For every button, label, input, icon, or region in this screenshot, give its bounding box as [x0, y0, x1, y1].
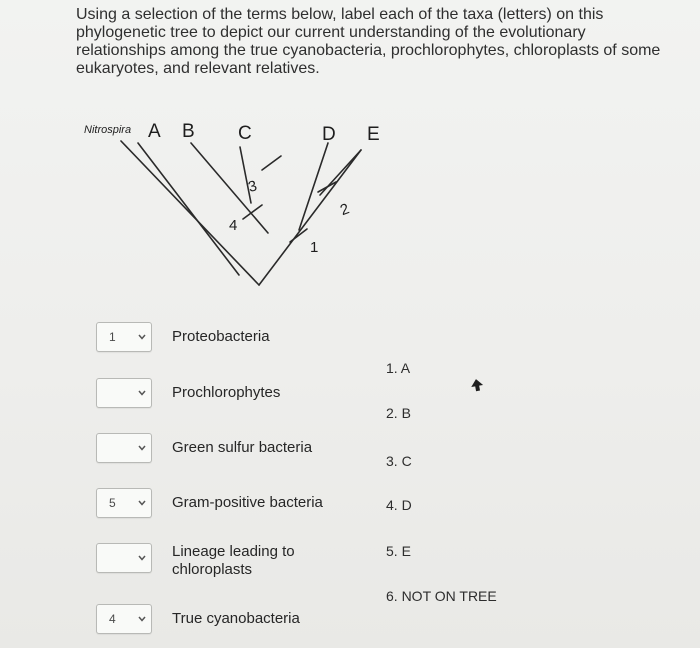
- taxon-select-5[interactable]: [96, 543, 152, 573]
- chevron-down-icon: [137, 553, 147, 563]
- nitrospira-label: Nitrospira: [84, 124, 132, 136]
- taxon-select-3[interactable]: [96, 433, 152, 463]
- chevron-down-icon: [137, 614, 147, 624]
- taxon-select-2[interactable]: [96, 378, 152, 408]
- phylogenetic-tree: [0, 0, 700, 300]
- option-item: 1. A: [386, 360, 411, 376]
- option-item: 5. E: [386, 543, 411, 559]
- mark-4-label: 4: [229, 217, 238, 234]
- mouse-cursor-icon: [470, 378, 484, 392]
- taxon-a-label: A: [148, 121, 161, 142]
- option-item: 3. C: [386, 453, 412, 469]
- term-label: Prochlorophytes: [172, 384, 281, 401]
- mark-2-label: 2: [337, 200, 352, 220]
- term-label: Lineage leading to chloroplasts: [172, 543, 295, 578]
- branch-c: [240, 147, 251, 203]
- taxon-select-1[interactable]: [96, 322, 152, 352]
- branch-nitrospira: [121, 141, 259, 285]
- option-item: 6. NOT ON TREE: [386, 588, 497, 604]
- branch-a: [138, 143, 239, 275]
- taxon-select-6[interactable]: [96, 604, 152, 634]
- taxon-select-4[interactable]: [96, 488, 152, 518]
- mark-3-label: 3: [246, 177, 259, 196]
- term-label: Proteobacteria: [172, 328, 270, 345]
- select-value: 5: [109, 496, 116, 510]
- select-value: 1: [109, 330, 116, 344]
- option-item: 2. B: [386, 405, 411, 421]
- option-item: 4. D: [386, 497, 412, 513]
- term-label: True cyanobacteria: [172, 610, 300, 627]
- branch-d: [299, 143, 328, 230]
- tick-3: [262, 156, 281, 170]
- question-text: Using a selection of the terms below, label each of the taxa (letters) on this phylogenetic tree to depict our current understanding of the evolutionary relationships among the true cyanobacteria, prochlorophytes, chloroplasts of some eukaryotes, and relevant relatives.: [76, 6, 661, 77]
- term-label: Gram-positive bacteria: [172, 494, 323, 511]
- chevron-down-icon: [137, 498, 147, 508]
- term-label: Green sulfur bacteria: [172, 439, 313, 456]
- chevron-down-icon: [137, 332, 147, 342]
- tick-1: [290, 229, 307, 242]
- chevron-down-icon: [137, 443, 147, 453]
- mark-1-label: 1: [310, 239, 319, 256]
- taxon-b-label: B: [182, 121, 195, 142]
- taxon-d-label: D: [322, 124, 336, 145]
- select-value: 4: [109, 612, 116, 626]
- taxon-c-label: C: [238, 123, 252, 144]
- taxon-e-label: E: [367, 124, 380, 145]
- chevron-down-icon: [137, 388, 147, 398]
